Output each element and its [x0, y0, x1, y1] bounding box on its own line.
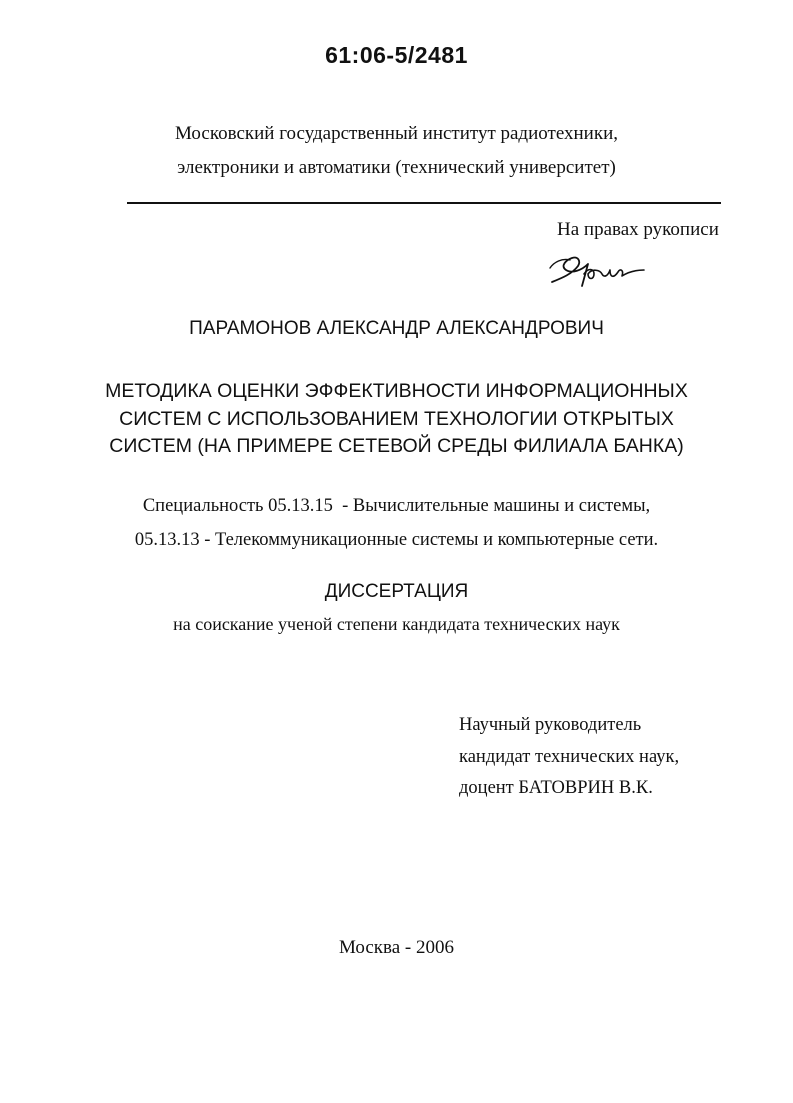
scientific-advisor-block: [459, 710, 679, 805]
advisor-line-2: кандидат технических наук,: [459, 746, 680, 767]
document-type-heading: ДИССЕРТАЦИЯ: [324, 581, 469, 602]
institution-block: [0, 117, 793, 185]
author-signature: [548, 248, 660, 292]
advisor-line-1: Научный руководитель: [459, 715, 642, 735]
catalog-stamp-number: 61:06-5/2481: [325, 42, 468, 68]
title-line-2: СИСТЕМ С ИСПОЛЬЗОВАНИЕМ ТЕХНОЛОГИИ ОТКРЫТЫХ: [119, 407, 674, 430]
author-name: ПАРАМОНОВ АЛЕКСАНДР АЛЕКСАНДРОВИЧ: [189, 318, 604, 339]
degree-sought: на соискание ученой степени кандидата технических наук: [173, 614, 620, 634]
advisor-line-3: доцент БАТОВРИН В.К.: [459, 778, 653, 798]
title-line-3: СИСТЕМ (НА ПРИМЕРЕ СЕТЕВОЙ СРЕДЫ ФИЛИАЛА БАНКА): [109, 435, 684, 457]
manuscript-rights-note: На правах рукописи: [557, 219, 719, 240]
specialty-line-1: Специальность 05.13.15 - Вычислительные машины и системы,: [142, 496, 651, 516]
specialty-line-2: 05.13.13 - Телекоммуникационные системы и компьютерные сети.: [134, 530, 659, 550]
institution-line-1: Московский государственный институт радиотехники,: [175, 123, 618, 144]
title-line-1: МЕТОДИКА ОЦЕНКИ ЭФФЕКТИВНОСТИ ИНФОРМАЦИОННЫХ: [105, 380, 688, 402]
institution-line-2: электроники и автоматики (технический университет): [177, 157, 616, 178]
city-year: Москва - 2006: [338, 937, 455, 958]
dissertation-title: [0, 378, 793, 461]
header-divider: [127, 202, 721, 204]
specialty-block: [0, 489, 793, 557]
